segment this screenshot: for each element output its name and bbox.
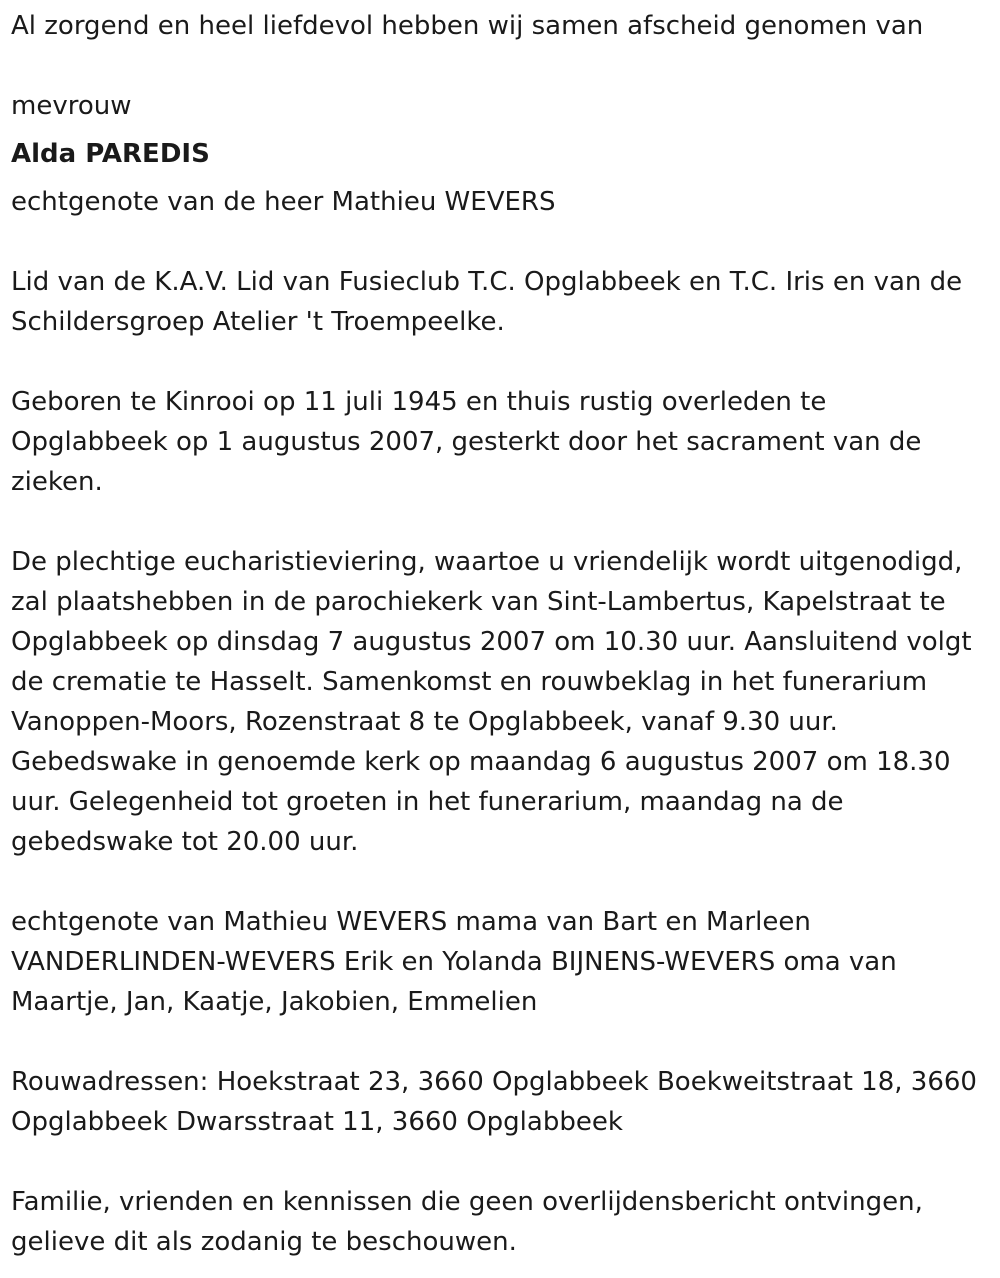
ceremony-paragraph: De plechtige eucharistieviering, waartoe u vriendelijk wordt uitgenodigd, zal plaatshebben in de parochiekerk van Sint-Lambertus, Kapelstraat te Opglabbeek op dinsdag 7 augustus 2007 om 10.30 uur. Aansluitend volgt de crematie te Hasselt. Samenkomst en rouwbeklag in het funerarium Vanoppen-Moors, Rozenstraat 8 te Opglabbeek, vanaf 9.30 uur. Gebedswake in genoemde kerk op maandag 6 augustus 2007 om 18.30 uur. Gelegenheid tot groeten in het funerarium, maandag na de gebedswake tot 20.00 uur. bbox=[11, 547, 972, 857]
honorific: mevrouw bbox=[11, 91, 132, 121]
family-paragraph: echtgenote van Mathieu WEVERS mama van Bart en Marleen VANDERLINDEN-WEVERS Erik en Yolanda BIJNENS-WEVERS oma van Maartje, Jan, Kaatje, Jakobien, Emmelien bbox=[11, 907, 897, 1017]
intro-text: Al zorgend en heel liefdevol hebben wij samen afscheid genomen van bbox=[11, 11, 924, 41]
addresses-paragraph: Rouwadressen: Hoekstraat 23, 3660 Opglabbeek Boekweitstraat 18, 3660 Opglabbeek Dwarsstraat 11, 3660 Opglabbeek bbox=[11, 1067, 977, 1137]
spouse-line: echtgenote van de heer Mathieu WEVERS bbox=[11, 187, 556, 217]
deceased-name: Alda PAREDIS bbox=[11, 139, 210, 169]
closing-paragraph: Familie, vrienden en kennissen die geen overlijdensbericht ontvingen, gelieve dit als zodanig te beschouwen. bbox=[11, 1187, 923, 1257]
memberships-paragraph: Lid van de K.A.V. Lid van Fusieclub T.C. Opglabbeek en T.C. Iris en van de Schildersgroep Atelier 't Troempeelke. bbox=[11, 267, 963, 337]
birth-death-paragraph: Geboren te Kinrooi op 11 juli 1945 en thuis rustig overleden te Opglabbeek op 1 augustus 2007, gesterkt door het sacrament van de zieken. bbox=[11, 387, 922, 497]
